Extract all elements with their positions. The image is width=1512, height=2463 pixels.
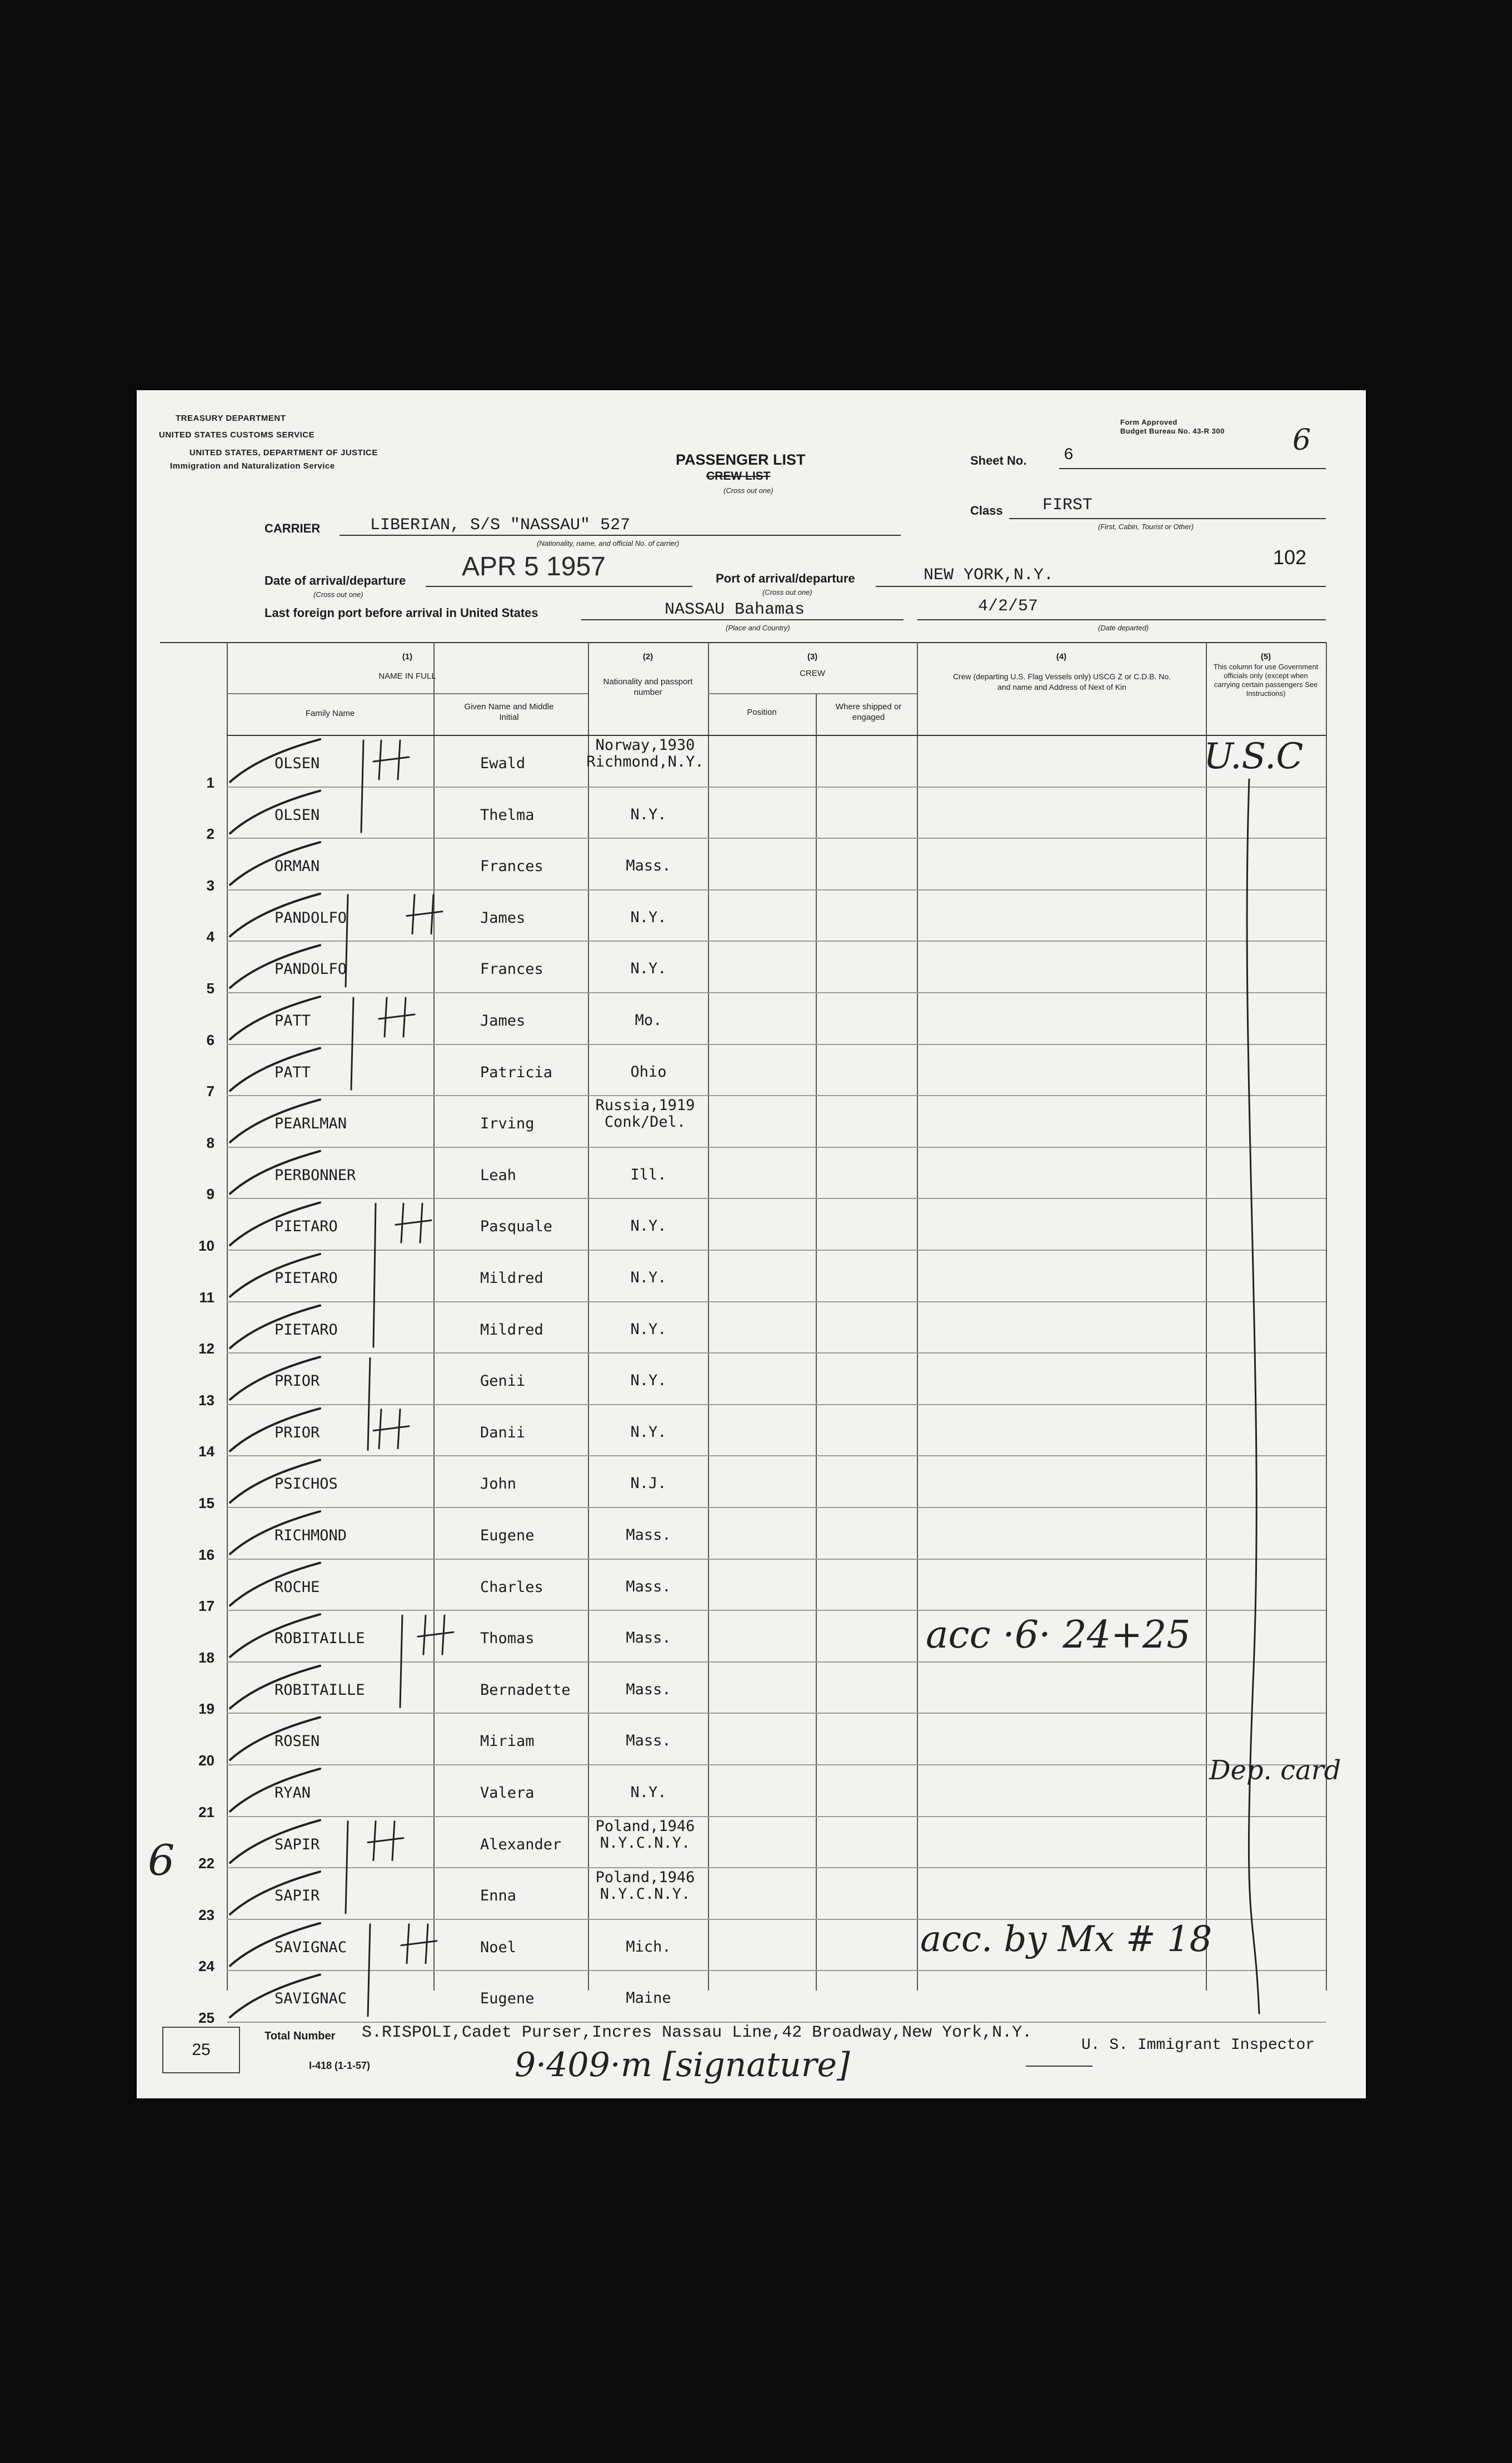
nationality: Mass. [626, 1578, 671, 1595]
agency-line-2: UNITED STATES CUSTOMS SERVICE [159, 430, 315, 440]
row-number: 2 [206, 825, 214, 843]
tick-mark-row-15 [230, 1460, 320, 1502]
col3-position: Position [747, 708, 777, 717]
nationality: N.Y. [630, 1269, 667, 1286]
given-name: Eugene [480, 1527, 535, 1544]
tick-mark-row-1 [230, 739, 320, 782]
nationality: Mass. [626, 1629, 671, 1647]
tick-mark-row-6 [230, 997, 320, 1039]
row-number: 1 [206, 774, 214, 791]
family-name: OLSEN [275, 806, 320, 824]
acc-annotation-2: acc. by Mx # 18 [920, 1919, 1212, 1960]
date-departed-note: (Date departed) [1098, 624, 1149, 632]
column5-vertical-stroke [1247, 779, 1259, 2013]
nationality: Norway,1930 Richmond,N.Y. [586, 737, 704, 770]
agency-line-4: Immigration and Naturalization Service [170, 461, 335, 471]
given-name: Danii [480, 1424, 526, 1441]
family-name: ROSEN [275, 1733, 320, 1750]
row-number: 18 [198, 1649, 214, 1666]
h-mark-4 [396, 1203, 431, 1242]
tick-mark-row-14 [230, 1409, 320, 1451]
carrier-label: CARRIER [265, 521, 321, 535]
sheet-label: Sheet No. [970, 454, 1027, 467]
tick-mark-row-21 [230, 1769, 320, 1812]
form-approved: Form Approved [1120, 418, 1177, 426]
family-name: RYAN [275, 1784, 311, 1802]
class-value: FIRST [1042, 496, 1093, 515]
given-name: Bernadette [480, 1681, 571, 1699]
nationality: N.Y. [630, 1217, 667, 1235]
row-number: 10 [198, 1237, 214, 1254]
family-name: SAVIGNAC [275, 1990, 347, 2008]
port-value: NEW YORK,N.Y. [924, 566, 1054, 585]
nationality: N.Y. [630, 1423, 667, 1441]
tick-mark-row-25 [230, 1974, 320, 2017]
given-name: Alexander [480, 1835, 562, 1853]
family-name: SAPIR [275, 1835, 320, 1853]
nationality: Mich. [626, 1938, 671, 1956]
date-label: Date of arrival/departure [265, 574, 406, 588]
family-name: PANDOLFO [275, 909, 347, 927]
given-name: Ewald [480, 755, 526, 772]
last-port-label: Last foreign port before arrival in United States [265, 606, 538, 620]
passenger-list-document [137, 390, 1366, 2098]
row-number: 7 [206, 1083, 214, 1100]
tick-mark-row-16 [230, 1511, 320, 1554]
given-name: Genii [480, 1372, 526, 1390]
tick-mark-row-24 [230, 1923, 320, 1966]
form-title: PASSENGER LIST [676, 451, 806, 468]
class-label: Class [970, 504, 1003, 518]
row-number: 5 [206, 980, 214, 997]
nationality: N.Y. [630, 960, 667, 978]
row-number: 13 [198, 1391, 214, 1409]
row-number: 19 [198, 1700, 214, 1718]
bracket-stroke-2 [346, 895, 348, 987]
given-name: Miriam [480, 1733, 535, 1750]
col5-title: This column for use Government officials only (except when carrying certain passengers See Instructions) [1213, 663, 1319, 698]
family-name: OLSEN [275, 755, 320, 772]
acc-annotation-1: acc ·6· 24+25 [926, 1613, 1191, 1657]
family-name: PANDOLFO [275, 961, 347, 978]
nationality: Mass. [626, 1732, 671, 1750]
handwritten-marks [137, 390, 1366, 2098]
given-name: Pasquale [480, 1218, 553, 1236]
tick-mark-row-11 [230, 1254, 320, 1297]
row-number: 22 [198, 1855, 214, 1872]
tick-mark-row-8 [230, 1099, 320, 1142]
row-number: 6 [206, 1031, 214, 1048]
inspector-label: U. S. Immigrant Inspector [1081, 2037, 1315, 2054]
date-departed-value: 4/2/57 [978, 597, 1039, 616]
tick-mark-row-19 [230, 1666, 320, 1709]
row-number: 23 [198, 1906, 214, 1923]
title-note: (Cross out one) [723, 486, 774, 495]
family-name: PIETARO [275, 1321, 338, 1339]
family-name: ROCHE [275, 1578, 320, 1596]
family-name: RICHMOND [275, 1527, 347, 1544]
tick-mark-row-18 [230, 1614, 320, 1657]
row-number: 12 [198, 1340, 214, 1357]
tick-mark-row-20 [230, 1717, 320, 1760]
given-name: Thomas [480, 1630, 535, 1648]
tick-mark-row-4 [230, 894, 320, 937]
date-stamp: APR 5 1957 [462, 552, 606, 581]
bracket-stroke-7 [346, 1822, 348, 1913]
nationality: Maine [626, 1989, 671, 2007]
nationality: Poland,1946 N.Y.C.N.Y. [595, 1817, 695, 1852]
bracket-stroke-1 [361, 740, 363, 832]
col3-title: CREW [800, 669, 825, 678]
family-name: PIETARO [275, 1270, 338, 1287]
tick-mark-row-10 [230, 1202, 320, 1245]
tick-mark-row-5 [230, 945, 320, 988]
family-name: PEARLMAN [275, 1115, 347, 1133]
col4-num: (4) [1056, 652, 1067, 661]
row-number: 3 [206, 877, 214, 894]
bracket-stroke-8 [368, 1924, 370, 2016]
col1-num: (1) [402, 652, 413, 661]
given-name: Enna [480, 1887, 517, 1905]
total-label: Total Number [265, 2030, 336, 2042]
nationality: Poland,1946 N.Y.C.N.Y. [595, 1869, 695, 1903]
family-name: SAPIR [275, 1887, 320, 1905]
family-name: PRIOR [275, 1372, 320, 1390]
given-name: Frances [480, 961, 543, 978]
tick-mark-row-12 [230, 1306, 320, 1349]
given-name: Patricia [480, 1063, 553, 1081]
col2-num: (2) [642, 652, 653, 661]
signer-line: S.RISPOLI,Cadet Purser,Incres Nassau Line,42 Broadway,New York,N.Y. [362, 2023, 1032, 2042]
family-name: PIETARO [275, 1218, 338, 1236]
form-number: I-418 (1-1-57) [309, 2060, 371, 2071]
given-name: Valera [480, 1784, 535, 1802]
nationality: Mass. [626, 1680, 671, 1698]
h-mark-3 [379, 998, 415, 1037]
row-number: 17 [198, 1598, 214, 1615]
nationality: N.Y. [630, 1372, 667, 1390]
carrier-note: (Nationality, name, and official No. of carrier) [537, 539, 680, 548]
col3-where: Where shipped or engaged [835, 702, 902, 722]
nationality: N.Y. [630, 908, 667, 926]
nationality: N.Y. [630, 1784, 667, 1801]
given-name: John [480, 1475, 517, 1493]
h-mark-5 [373, 1410, 409, 1449]
nationality: Mo. [635, 1012, 662, 1029]
tick-mark-row-3 [230, 842, 320, 885]
row-number: 25 [198, 2009, 214, 2026]
given-name: Charles [480, 1578, 543, 1596]
family-name: PRIOR [275, 1424, 320, 1441]
bracket-stroke-4 [373, 1203, 376, 1347]
col1-family: Family Name [305, 709, 355, 718]
row-number: 24 [198, 1958, 214, 1975]
nationality: Ill. [630, 1166, 667, 1183]
last-port-note: (Place and Country) [726, 624, 790, 632]
given-name: James [480, 1012, 526, 1029]
tick-mark-row-9 [230, 1151, 320, 1194]
row-number: 16 [198, 1546, 214, 1563]
h-mark-2 [407, 895, 442, 934]
budget-bureau: Budget Bureau No. 43-R 300 [1120, 427, 1225, 435]
family-name: PATT [275, 1012, 311, 1029]
col5-num: (5) [1260, 652, 1271, 661]
given-name: Thelma [480, 806, 535, 824]
total-box: 25 [162, 2027, 240, 2073]
col3-num: (3) [807, 652, 818, 661]
family-name: ROBITAILLE [275, 1630, 365, 1648]
h-mark-1 [373, 740, 409, 779]
margin-number: 6 [148, 1835, 175, 1885]
tick-mark-row-23 [230, 1872, 320, 1914]
family-name: SAVIGNAC [275, 1938, 347, 1956]
dep-card-annotation: Dep. card [1209, 1755, 1341, 1786]
tick-mark-row-13 [230, 1357, 320, 1400]
carrier-value: LIBERIAN, S/S "NASSAU" 527 [370, 516, 631, 535]
given-name: Eugene [480, 1990, 535, 2008]
given-name: Mildred [480, 1270, 543, 1287]
h-mark-6 [418, 1615, 453, 1654]
bracket-stroke-3 [351, 998, 353, 1089]
nationality: N.Y. [630, 805, 667, 823]
tick-mark-row-22 [230, 1820, 320, 1863]
col1-title: NAME IN FULL [378, 671, 436, 681]
row-number: 14 [198, 1443, 214, 1460]
tick-mark-row-2 [230, 791, 320, 834]
port-note: (Cross out one) [762, 588, 812, 596]
form-title-crossed: CREW LIST [706, 470, 771, 482]
nationality: Ohio [630, 1063, 667, 1081]
sheet-corner-number: 6 [1293, 424, 1311, 457]
agency-line-1: TREASURY DEPARTMENT [176, 414, 286, 423]
given-name: Frances [480, 858, 543, 875]
given-name: James [480, 909, 526, 927]
given-name: Irving [480, 1115, 535, 1133]
h-mark-7 [368, 1822, 403, 1860]
bracket-stroke-6 [400, 1615, 402, 1707]
row-number: 8 [206, 1134, 214, 1151]
row-number: 21 [198, 1803, 214, 1820]
last-port-value: NASSAU Bahamas [665, 600, 805, 619]
usc-annotation: U.S.C [1204, 736, 1304, 777]
nationality: N.J. [630, 1475, 667, 1492]
family-name: ROBITAILLE [275, 1681, 365, 1699]
sheet-no: 6 [1064, 446, 1074, 465]
row-number: 4 [206, 928, 214, 946]
row-number: 20 [198, 1752, 214, 1769]
port-label: Port of arrival/departure [716, 571, 855, 585]
agency-line-3: UNITED STATES, DEPARTMENT OF JUSTICE [189, 448, 378, 457]
given-name: Leah [480, 1166, 517, 1184]
h-mark-8 [401, 1924, 437, 1963]
row-number: 9 [206, 1186, 214, 1203]
given-name: Noel [480, 1938, 517, 1956]
tick-mark-row-7 [230, 1048, 320, 1091]
col4-title: Crew (departing U.S. Flag Vessels only) USCG Z or C.D.B. No. and name and Address of Next of Kin [952, 672, 1171, 691]
given-name: Mildred [480, 1321, 543, 1339]
nationality: Russia,1919 Conk/Del. [595, 1097, 695, 1131]
class-note: (First, Cabin, Tourist or Other) [1098, 523, 1194, 531]
col2-title: Nationality and passport number [603, 677, 693, 697]
date-note: (Cross out one) [313, 590, 363, 599]
row-number: 11 [199, 1288, 214, 1306]
nationality: N.Y. [630, 1320, 667, 1338]
family-name: PATT [275, 1063, 311, 1081]
tick-mark-row-17 [230, 1563, 320, 1606]
family-name: PERBONNER [275, 1166, 356, 1184]
row-number: 15 [198, 1495, 214, 1511]
nationality: Mass. [626, 857, 671, 875]
family-name: PSICHOS [275, 1475, 338, 1493]
inspector-signature: 9·409·m [signature] [515, 2046, 850, 2084]
page-number: 102 [1273, 546, 1307, 569]
col1-given: Given Name and Middle Initial [464, 702, 554, 722]
family-name: ORMAN [275, 858, 320, 875]
bracket-stroke-5 [368, 1358, 370, 1450]
nationality: Mass. [626, 1526, 671, 1544]
